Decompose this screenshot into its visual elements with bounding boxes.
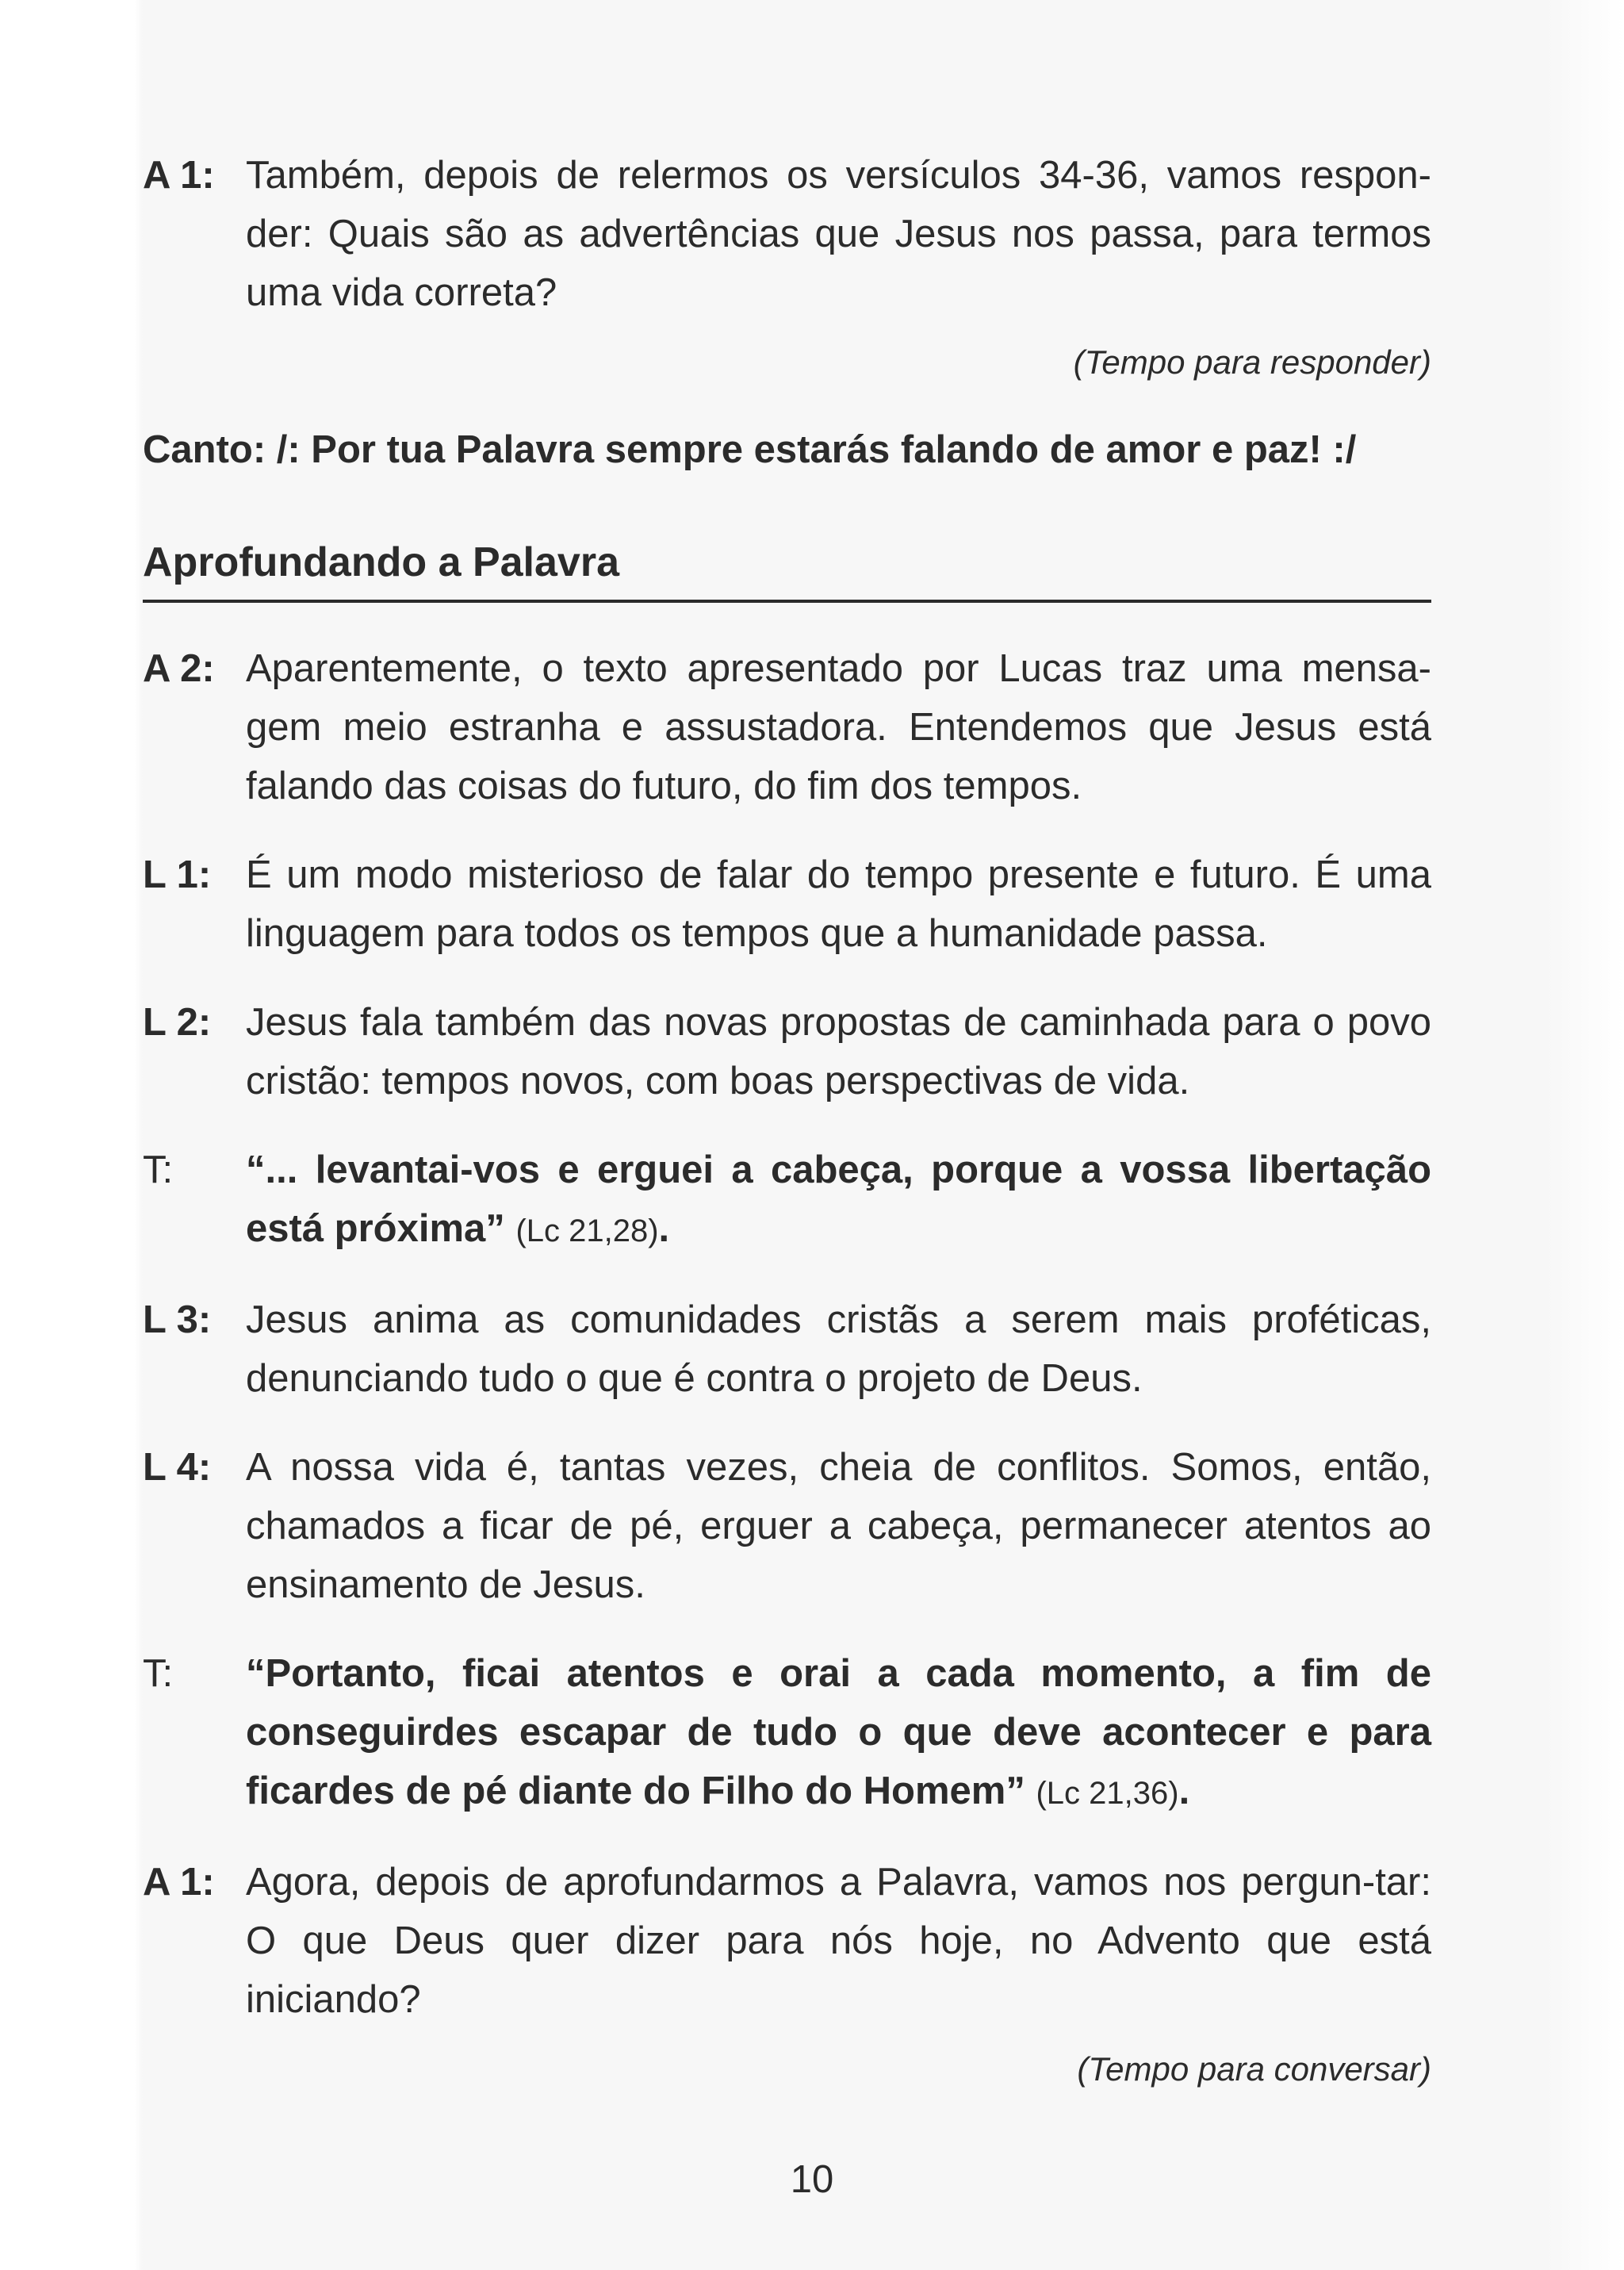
dialogue-entry-l3 xyxy=(143,1290,1431,1408)
dialogue-text: Também, depois de relermos os versículos 34-36, vamos respon-der: Quais são as advertências que Jesus nos passa, para termos uma vida correta? xyxy=(246,154,1431,314)
section-heading: Aprofundando a Palavra xyxy=(143,535,1431,603)
dialogue-entry-l4 xyxy=(143,1438,1431,1614)
dialogue-text: Jesus anima as comunidades cristãs a serem mais proféticas, denunciando tudo o que é contra o projeto de Deus. xyxy=(246,1298,1431,1400)
speaker-label: L 1: xyxy=(143,853,212,896)
speaker-label: A 2: xyxy=(143,647,215,690)
dialogue-entry-t1 xyxy=(143,1141,1431,1260)
time-note-conversar: (Tempo para conversar) xyxy=(1077,2050,1431,2088)
speaker-label: L 4: xyxy=(143,1446,212,1489)
speaker-label: T: xyxy=(143,1148,174,1191)
dialogue-entry-t2 xyxy=(143,1644,1431,1823)
dialogue-entry-a1-second xyxy=(143,1853,1431,2029)
scripture-quote xyxy=(246,1141,1431,1260)
dialogue-text: Aparentemente, o texto apresentado por Lucas traz uma mensa-gem meio estranha e assustadora. Entendemos que Jesus está falando das coisas do futuro, do fim dos tempos. xyxy=(246,647,1431,807)
speaker-label: A 1: xyxy=(143,1861,215,1904)
dialogue-text: A nossa vida é, tantas vezes, cheia de conflitos. Somos, então, chamados a ficar de pé, erguer a cabeça, permanecer atentos ao ensinamento de Jesus. xyxy=(246,1446,1431,1606)
speaker-label: A 1: xyxy=(143,154,215,197)
quote-end: . xyxy=(658,1207,670,1250)
song-line: Canto: /: Por tua Palavra sempre estarás falando de amor e paz! :/ xyxy=(143,428,1357,471)
dialogue-entry-a1-first xyxy=(143,146,1431,322)
dialogue-text: É um modo misterioso de falar do tempo presente e futuro. É uma linguagem para todos os tempos que a humanidade passa. xyxy=(246,853,1431,955)
dialogue-text: Jesus fala também das novas propostas de caminhada para o povo cristão: tempos novos, com boas perspectivas de vida. xyxy=(246,1001,1431,1102)
dialogue-entry-l1 xyxy=(143,845,1431,963)
dialogue-entry-l2 xyxy=(143,993,1431,1110)
scripture-quote xyxy=(246,1644,1431,1823)
speaker-label: L 2: xyxy=(143,1001,212,1044)
scripture-reference: (Lc 21,36) xyxy=(1036,1776,1179,1811)
dialogue-text: Agora, depois de aprofundarmos a Palavra, vamos nos pergun-tar: O que Deus quer dizer para nós hoje, no Advento que está iniciando? xyxy=(246,1861,1431,2021)
quote-text: “Portanto, ficai atentos e orai a cada momento, a fim de conseguirdes escapar de tudo o que deve acontecer e para ficardes de pé diante do Filho do Homem” xyxy=(246,1652,1431,1812)
quote-end: . xyxy=(1178,1770,1190,1812)
speaker-label: T: xyxy=(143,1652,174,1695)
scripture-reference: (Lc 21,28) xyxy=(515,1214,659,1248)
time-note-responder: (Tempo para responder) xyxy=(1073,343,1431,381)
quote-text: “... levantai-vos e erguei a cabeça, porque a vossa libertação está próxima” xyxy=(246,1148,1431,1250)
speaker-label: L 3: xyxy=(143,1298,212,1341)
page-number: 10 xyxy=(790,2158,834,2201)
page-content xyxy=(143,146,1431,2127)
dialogue-entry-a2 xyxy=(143,639,1431,815)
